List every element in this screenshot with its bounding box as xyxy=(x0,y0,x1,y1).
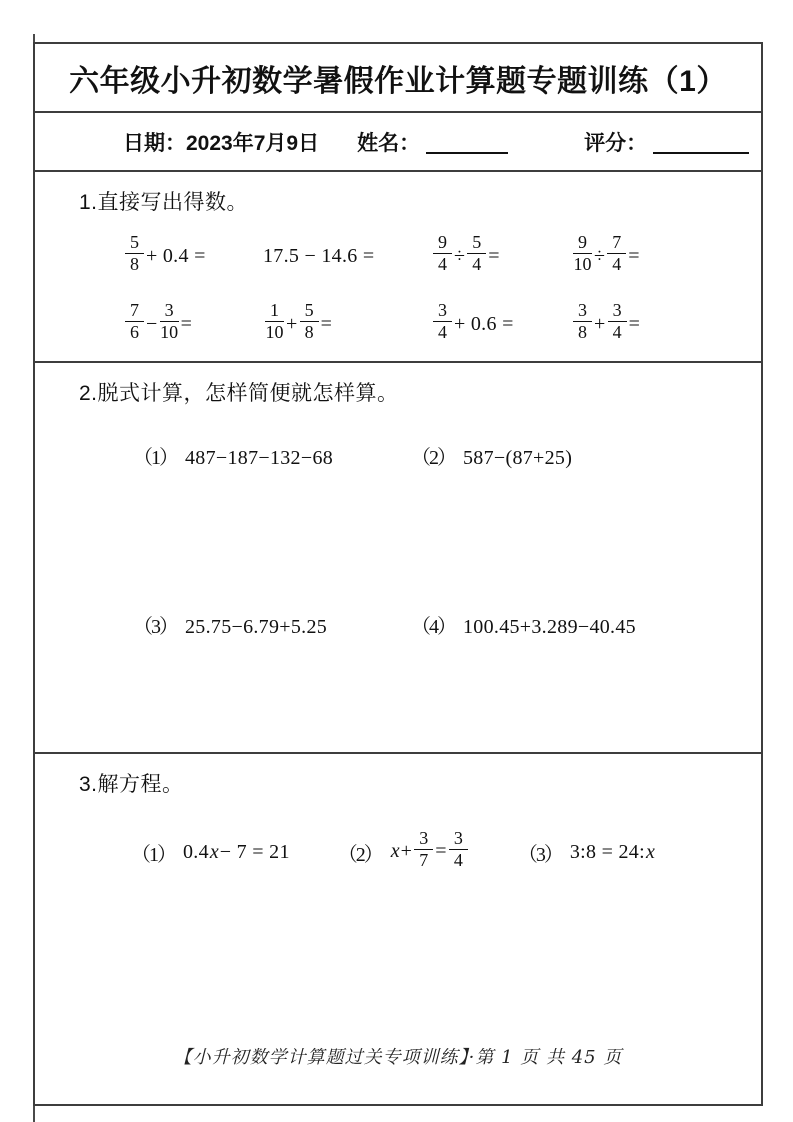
section-2-heading: 2.脱式计算，怎样简便就怎样算。 xyxy=(79,382,399,405)
math-expression: 100.45+3.289−40.45 xyxy=(463,616,636,638)
fraction: $\frac{9}{10}$ xyxy=(573,231,592,274)
fraction: $\frac{5}{8}$ xyxy=(125,233,144,274)
problem xyxy=(337,828,470,873)
section-1 xyxy=(35,172,761,363)
math-expression: 25.75−6.79+5.25 xyxy=(185,616,328,638)
title-row xyxy=(35,44,761,113)
problem xyxy=(133,441,411,470)
math-expression: $\frac{9}{10}$ ÷ $\frac{7}{4}$ = xyxy=(573,231,640,274)
page-title: 六年级小升初数学暑假作业计算题专题训练（1） xyxy=(69,64,727,98)
section-1-problems xyxy=(123,230,761,350)
math-expression: 587−(87+25) xyxy=(463,447,573,469)
problem-number: （2） xyxy=(411,447,455,469)
problem xyxy=(518,838,656,867)
math-expression: $\frac{3}{8}$ + $\frac{3}{4}$ = xyxy=(571,298,761,350)
problem-number: （2） xyxy=(337,843,382,866)
meta-row xyxy=(35,113,761,172)
problem xyxy=(411,610,761,639)
problem-number: （4） xyxy=(411,616,455,638)
math-expression: 487−187−132−68 xyxy=(185,447,334,469)
math-expression: $\frac{9}{4}$ ÷ $\frac{5}{4}$ = xyxy=(431,230,571,282)
math-expression: 0.4x− 7 = 21 xyxy=(183,840,290,863)
fraction: $\frac{3}{4}$ xyxy=(608,301,627,342)
fraction: $\frac{3}{4}$ xyxy=(449,829,468,870)
math-expression: $\frac{7}{6}$ − $\frac{3}{10}$ = xyxy=(123,298,263,350)
name-blank xyxy=(426,132,508,154)
problem xyxy=(133,610,411,639)
name-label xyxy=(357,127,508,157)
section-3-heading: 3.解方程。 xyxy=(79,773,184,796)
math-expression: 3:8 = 24:x xyxy=(569,840,655,863)
score-label-text: 评分： xyxy=(584,131,648,155)
fraction: $\frac{3}{10}$ xyxy=(160,299,179,342)
math-expression: 17.5 − 14.6 = xyxy=(263,244,375,267)
fraction: $\frac{9}{4}$ xyxy=(433,233,452,274)
section-2 xyxy=(35,363,761,754)
fraction: $\frac{7}{4}$ xyxy=(607,233,626,274)
fraction: $\frac{5}{8}$ xyxy=(300,301,319,342)
name-label-text: 姓名： xyxy=(357,131,421,155)
problem-number: （3） xyxy=(517,843,562,866)
date-label: 日期：2023年7月9日 xyxy=(123,131,320,155)
score-blank xyxy=(653,132,749,154)
math-expression: $\frac{1}{10}$ + $\frac{5}{8}$ = xyxy=(265,299,333,342)
section-2-problems-row-2 xyxy=(133,610,761,639)
math-expression: x+ $\frac{3}{7}$ = $\frac{3}{4}$ xyxy=(390,832,470,873)
section-3 xyxy=(35,754,761,1103)
fraction: $\frac{7}{6}$ xyxy=(125,301,144,342)
fraction: $\frac{5}{4}$ xyxy=(467,233,486,274)
footer-text: 【小升初数学计算题过关专项训练】·第 1 页 共 45 页 xyxy=(173,1047,623,1068)
math-expression: $\frac{3}{4}$ + 0.6 = xyxy=(431,298,571,350)
fraction: $\frac{3}{8}$ xyxy=(573,301,592,342)
section-2-problems-row-1 xyxy=(133,441,761,470)
problem-number: （1） xyxy=(131,843,175,866)
problem xyxy=(411,441,761,470)
section-3-problems xyxy=(131,828,761,873)
score-label xyxy=(584,127,749,157)
fraction: $\frac{3}{7}$ xyxy=(414,829,433,870)
problem-number: （1） xyxy=(133,447,177,469)
section-1-heading: 1.直接写出得数。 xyxy=(79,191,249,214)
problem-number: （3） xyxy=(133,616,177,638)
fraction: $\frac{3}{4}$ xyxy=(433,301,452,342)
worksheet-table xyxy=(33,42,763,1106)
fraction: $\frac{1}{10}$ xyxy=(265,299,284,342)
problem xyxy=(131,838,290,867)
math-expression: $\frac{5}{8}$ + 0.4 = xyxy=(123,230,263,282)
